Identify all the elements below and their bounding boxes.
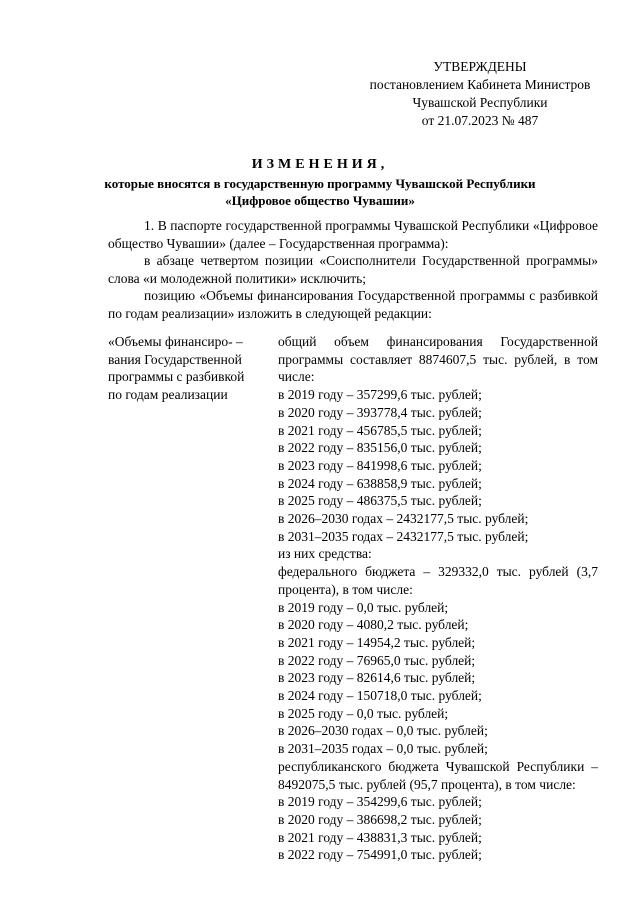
total-year-row: в 2021 году – 456785,5 тыс. рублей;	[278, 422, 482, 438]
approval-line-1: УТВЕРЖДЕНЫ	[433, 59, 527, 74]
republic-year-row: в 2022 году – 754991,0 тыс. рублей;	[278, 847, 482, 863]
republic-year-row: в 2019 году – 354299,6 тыс. рублей;	[278, 794, 482, 810]
total-year-row: в 2025 году – 486375,5 тыс. рублей;	[278, 493, 482, 509]
total-year-row: в 2019 году – 357299,6 тыс. рублей;	[278, 387, 482, 403]
left-line-2: вания Государственной	[108, 351, 242, 367]
republic-budget: республиканского бюджета Чувашской Республики – 8492075,5 тыс. рублей (95,7 процента), в том числе:	[278, 758, 598, 792]
republic-year-row: в 2020 году – 386698,2 тыс. рублей;	[278, 811, 482, 827]
approval-line-3: Чувашской Республики	[412, 95, 548, 110]
republic-year-row: в 2021 году – 438831,3 тыс. рублей;	[278, 829, 482, 845]
of-them-label: из них средства:	[278, 546, 372, 562]
total-year-row: в 2026–2030 годах – 2432177,5 тыс. рублей;	[278, 511, 529, 527]
title-subtitle-1: которые вносятся в государственную программу Чувашской Республики	[104, 176, 536, 191]
approval-stamp	[360, 58, 600, 130]
total-year-row: в 2024 году – 638858,9 тыс. рублей;	[278, 475, 482, 491]
total-year-row: в 2031–2035 годах – 2432177,5 тыс. рублей;	[278, 528, 529, 544]
federal-budget: федерального бюджета – 329332,0 тыс. рублей (3,7 процента), в том числе:	[278, 564, 598, 597]
federal-year-row: в 2020 году – 4080,2 тыс. рублей;	[278, 617, 469, 633]
title-main: ИЗМЕНЕНИЯ,	[251, 157, 389, 172]
total-year-row: в 2022 году – 835156,0 тыс. рублей;	[278, 440, 482, 456]
federal-year-row: в 2024 году – 150718,0 тыс. рублей;	[278, 688, 482, 704]
federal-year-row: в 2022 году – 76965,0 тыс. рублей;	[278, 652, 476, 668]
left-line-1: «Объемы финансиро- –	[108, 334, 243, 349]
paragraph-3: позицию «Объемы финансирования Государственной программы с разбивкой по годам реализации» изложить в следующей редакции:	[108, 288, 598, 321]
total-year-row: в 2020 году – 393778,4 тыс. рублей;	[278, 404, 482, 420]
document-title	[40, 155, 600, 209]
body-paragraphs	[108, 217, 598, 322]
federal-year-row: в 2023 году – 82614,6 тыс. рублей;	[278, 670, 476, 686]
total-year-row: в 2023 году – 841998,6 тыс. рублей;	[278, 457, 482, 473]
paragraph-1: 1. В паспорте государственной программы Чувашской Республики «Цифровое общество Чувашии» (далее – Государственная программа):	[108, 218, 598, 251]
table-right-column	[278, 333, 598, 864]
approval-line-2: постановлением Кабинета Министров	[369, 77, 591, 92]
federal-year-row: в 2019 году – 0,0 тыс. рублей;	[278, 599, 449, 615]
total-financing: общий объем финансирования Государственной программы составляет 8874607,5 тыс. рублей, в том числе:	[278, 334, 598, 385]
paragraph-2: в абзаце четвертом позиции «Соисполнители Государственной программы» слова «и молодежной политики» исключить;	[108, 253, 598, 286]
federal-year-row: в 2025 году – 0,0 тыс. рублей;	[278, 705, 449, 721]
title-subtitle-2: «Цифровое общество Чувашии»	[225, 193, 415, 208]
left-line-3: программы с разбивкой	[108, 369, 245, 384]
federal-year-row: в 2021 году – 14954,2 тыс. рублей;	[278, 634, 476, 650]
approval-line-4: от 21.07.2023 № 487	[421, 113, 539, 128]
federal-year-row: в 2031–2035 годах – 0,0 тыс. рублей;	[278, 741, 488, 757]
federal-year-row: в 2026–2030 годах – 0,0 тыс. рублей;	[278, 723, 488, 739]
left-line-4: по годам реализации	[108, 386, 228, 402]
table-left-column	[108, 333, 272, 403]
